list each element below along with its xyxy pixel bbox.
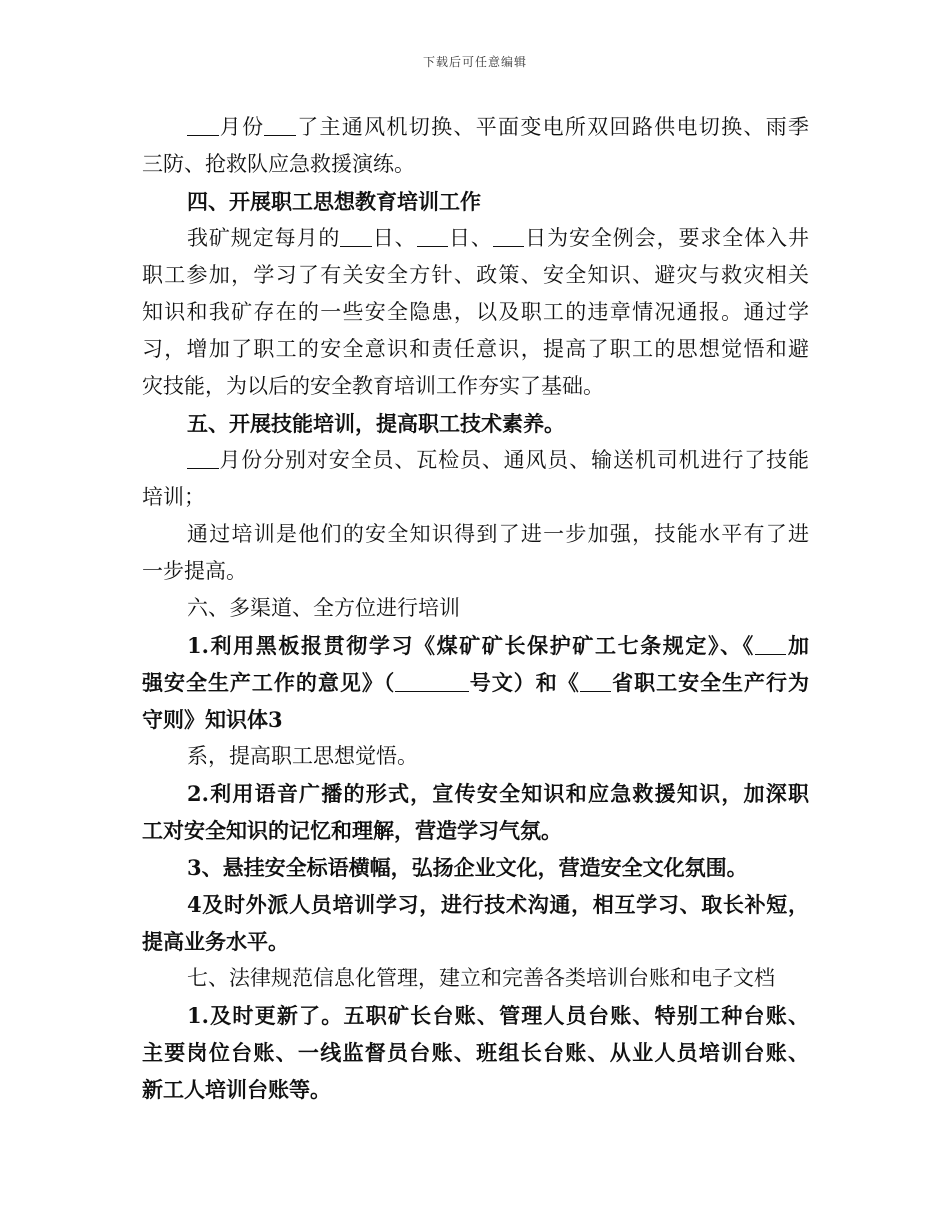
text-segment: 日、 <box>448 226 493 250</box>
text-line <box>142 701 809 738</box>
text-segment: 工对安全知识的记忆和理解，营造学习气氛。 <box>142 818 562 843</box>
text-segment: 日为安全例会，要求全体入井 <box>524 226 809 250</box>
text-line <box>142 1034 809 1071</box>
fill-in-blank <box>755 633 787 655</box>
text-segment: 五、开展技能培训，提高职工技术素养。 <box>187 411 565 436</box>
fill-in-blank <box>187 114 219 136</box>
fill-in-blank <box>580 670 612 692</box>
fill-in-blank <box>340 225 372 247</box>
text-segment: 职工参加，学习了有关安全方针、政策、安全知识、避灾与救灾相关 <box>142 263 809 287</box>
fill-in-blank <box>395 670 469 692</box>
text-segment: 了主通风机切换、平面变电所双回路供电切换、雨季 <box>295 115 809 139</box>
text-line <box>142 627 809 664</box>
text-segment: 强安全生产工作的意见》（ <box>142 670 396 695</box>
text-line <box>142 331 809 368</box>
text-segment: 习，增加了职工的安全意识和责任意识，提高了职工的思想觉悟和避 <box>142 337 809 361</box>
text-segment: 三防、抢救队应急救援演练。 <box>142 152 415 176</box>
text-segment: 知识和我矿存在的一些安全隐患，以及职工的违章情况通报。通过学 <box>142 300 809 324</box>
text-segment: 新工人培训台账等。 <box>142 1077 331 1102</box>
text-segment: 通过培训是他们的安全知识得到了进一步加强，技能水平有了进 <box>187 522 809 546</box>
text-line <box>142 109 809 146</box>
text-segment: 号文）和《 <box>468 670 580 695</box>
text-line <box>142 590 809 627</box>
text-segment: 提高业务水平。 <box>142 929 289 954</box>
text-segment: 1.利用黑板报贯彻学习《煤矿矿长保护矿工七条规定》、《 <box>187 633 755 658</box>
text-segment: 4及时外派人员培训学习，进行技术沟通，相互学习、取长补短， <box>187 892 809 917</box>
text-segment: 我矿规定每月的 <box>187 226 341 250</box>
text-segment: 六、多渠道、全方位进行培训 <box>187 596 460 620</box>
text-line <box>142 257 809 294</box>
fill-in-blank <box>417 225 449 247</box>
text-segment: 系，提高职工思想觉悟。 <box>187 744 418 768</box>
text-line <box>142 849 809 886</box>
text-line <box>142 405 809 442</box>
fill-in-blank <box>187 447 219 469</box>
text-segment: 灾技能，为以后的安全教育培训工作夯实了基础。 <box>142 374 604 398</box>
text-segment: 1.及时更新了。五职矿长台账、管理人员台账、特别工种台账、 <box>187 1003 809 1028</box>
text-segment: 加 <box>786 633 809 658</box>
text-line <box>142 220 809 257</box>
text-segment: 2.利用语音广播的形式，宣传安全知识和应急救援知识，加深职 <box>187 781 809 806</box>
text-line <box>142 812 809 849</box>
text-segment: 七、法律规范信息化管理，建立和完善各类培训台账和电子文档 <box>187 966 775 990</box>
text-segment: 主要岗位台账、一线监督员台账、班组长台账、从业人员培训台账、 <box>142 1040 809 1065</box>
text-line <box>142 738 809 775</box>
text-line <box>142 960 809 997</box>
fill-in-blank <box>264 114 296 136</box>
text-segment: 一步提高。 <box>142 559 247 583</box>
text-segment: 月份分别对安全员、瓦检员、通风员、输送机司机进行了技能 <box>218 448 809 472</box>
text-line <box>142 553 809 590</box>
text-line <box>142 183 809 220</box>
text-line <box>142 516 809 553</box>
text-line <box>142 923 809 960</box>
text-line <box>142 479 809 516</box>
page-header: 下载后可任意编辑 <box>422 55 527 69</box>
fill-in-blank <box>493 225 525 247</box>
text-segment: 月份 <box>218 115 265 139</box>
text-segment: 四、开展职工思想教育培训工作 <box>187 189 481 214</box>
text-line <box>142 997 809 1034</box>
text-line <box>142 1071 809 1108</box>
text-line <box>142 146 809 183</box>
text-segment: 培训； <box>142 485 205 509</box>
text-segment: 省职工安全生产行为 <box>611 670 809 695</box>
text-line <box>142 775 809 812</box>
text-segment: 3、悬挂安全标语横幅，弘扬企业文化，营造安全文化氛围。 <box>187 855 748 880</box>
text-segment: 日、 <box>371 226 417 250</box>
text-line <box>142 664 809 701</box>
text-line <box>142 442 809 479</box>
text-line <box>142 368 809 405</box>
text-segment: 守则》知识体3 <box>142 707 283 732</box>
text-line <box>142 886 809 923</box>
document-body <box>142 109 809 1108</box>
text-line <box>142 294 809 331</box>
